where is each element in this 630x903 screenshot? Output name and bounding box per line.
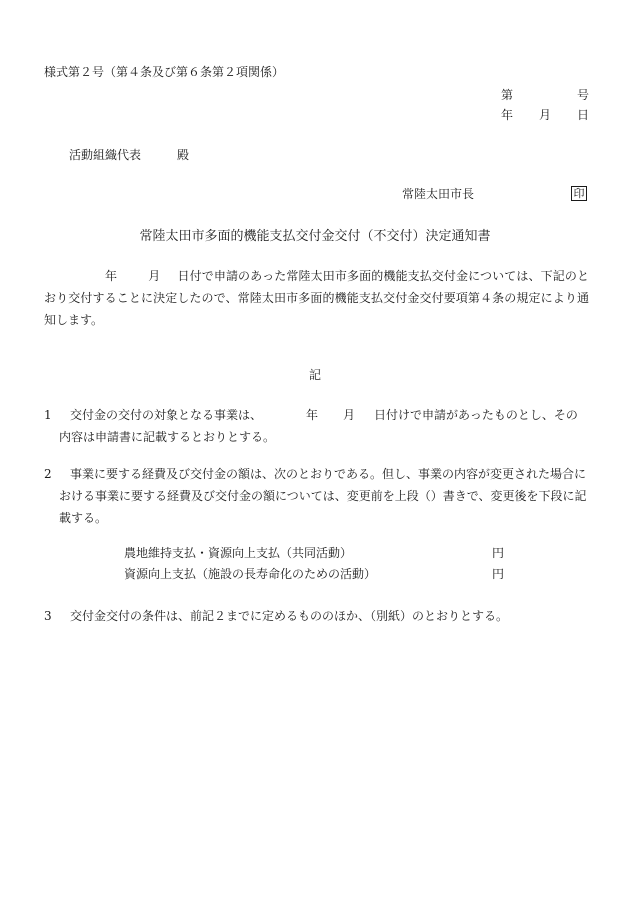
body-month-label: 月: [148, 269, 161, 283]
item-text: 交付金交付の条件は、前記２までに定めるもののほか、（別紙）のとおりとする。: [70, 609, 509, 623]
item-number: 3: [44, 609, 52, 623]
document-title: 常陸太田市多面的機能支払交付金交付（不交付）決定通知書: [139, 229, 491, 244]
item-text-pre: 交付金の交付の対象となる事業は、: [70, 408, 263, 422]
date-month-label: 月: [539, 108, 552, 122]
list-item: [44, 605, 589, 627]
item-month-label: 月: [343, 408, 356, 422]
amount-label: 資源向上支払（施設の長寿命化のための活動）: [124, 567, 377, 581]
body-year-label: 年: [105, 269, 118, 283]
document-number-prefix: 第: [501, 88, 514, 102]
amount-unit: 円: [492, 546, 505, 560]
issuer-name: 常陸太田市長: [402, 187, 475, 201]
item-year-label: 年: [306, 408, 319, 422]
seal-mark: 印: [571, 186, 587, 201]
item-text: 事業に要する経費及び交付金の額は、次のとおりである。但し、事業の内容が変更された場合における事業に要する経費及び交付金の額については、変更前を上段（）書きで、変更後を下段に記載する。: [59, 467, 587, 525]
ki-heading: 記: [308, 368, 321, 382]
amount-unit: 円: [492, 567, 505, 581]
addressee-honorific: 殿: [177, 148, 190, 162]
list-item: [44, 404, 589, 448]
list-item: [44, 463, 589, 529]
addressee-label: 活動組織代表: [69, 148, 142, 162]
item-number: 2: [44, 467, 52, 481]
amount-label: 農地維持支払・資源向上支払（共同活動）: [124, 546, 353, 560]
item-number: 1: [44, 408, 52, 422]
form-number: 様式第２号（第４条及び第６条第２項関係）: [44, 65, 285, 79]
date-year-label: 年: [501, 108, 514, 122]
body-text: 日付で申請のあった常陸太田市多面的機能支払交付金については、下記のとおり交付することに決定したので、常陸太田市多面的機能支払交付金交付要項第４条の規定により通知します。: [44, 269, 589, 327]
document-number-suffix: 号: [577, 88, 590, 102]
body-paragraph: [44, 265, 589, 331]
item-text-post: 日付けで申請があったものとし、その内容は申請書に記載するとおりとする。: [59, 408, 578, 444]
date-day-label: 日: [577, 108, 590, 122]
